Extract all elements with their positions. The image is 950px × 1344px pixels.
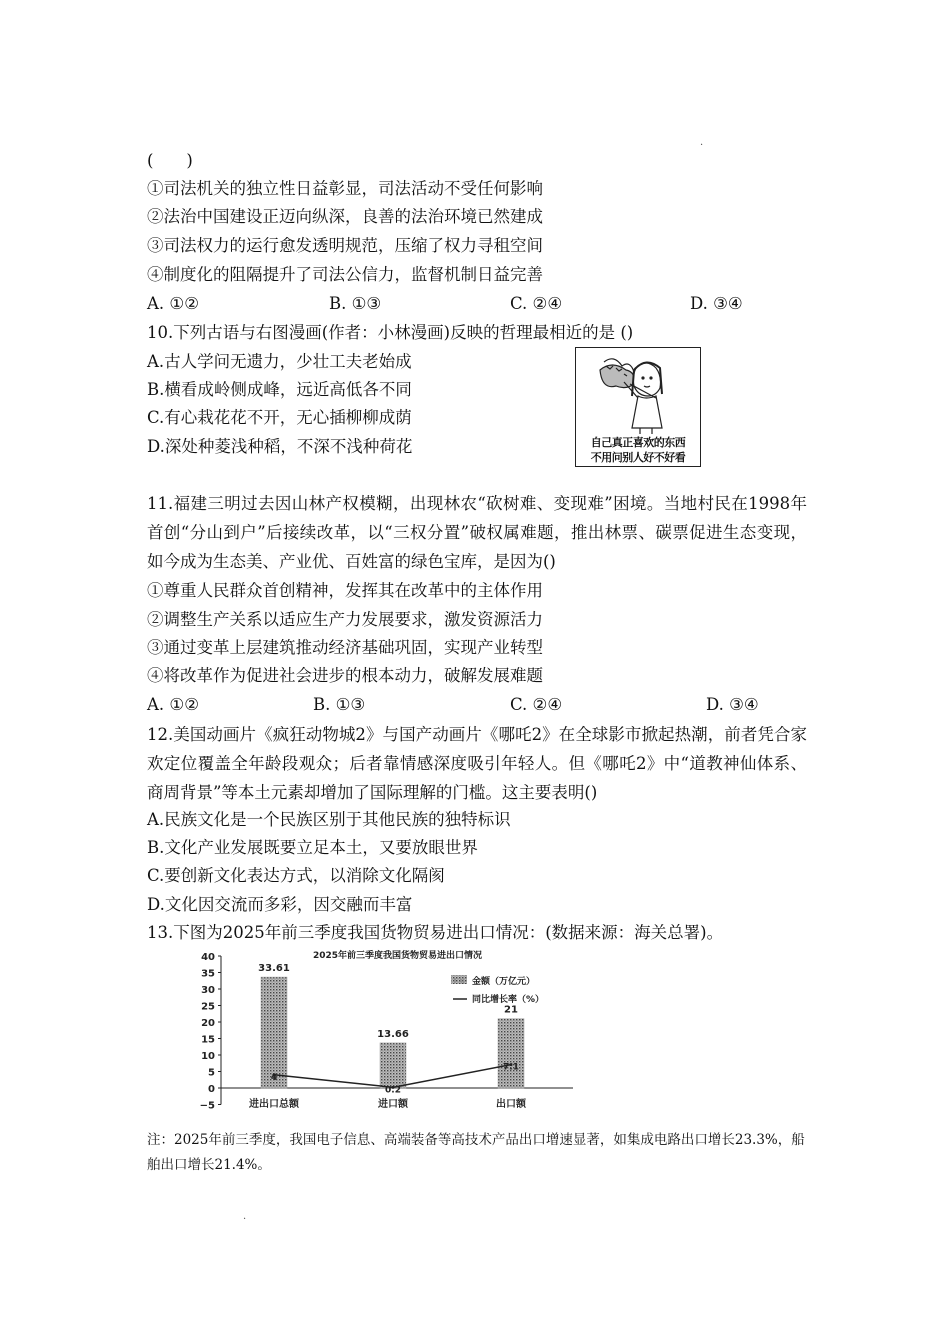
q12-option-a: A.民族文化是一个民族区别于其他民族的独特标识 xyxy=(147,810,511,829)
q9-statement-1: ①司法机关的独立性日益彰显，司法活动不受任何影响 xyxy=(147,179,543,198)
x-tick-labels xyxy=(248,1097,527,1110)
q11-statement-2: ②调整生产关系以适应生产力发展要求，激发资源活力 xyxy=(147,610,543,629)
bar-value-label: 13.66 xyxy=(377,1028,409,1040)
x-tick-label: 进出口总额 xyxy=(249,1099,299,1110)
q9-statement-4: ④制度化的阻隔提升了司法公信力，监督机制日益完善 xyxy=(147,265,543,284)
bar-value-label: 21 xyxy=(504,1004,518,1016)
bar-2 xyxy=(380,1043,406,1088)
y-tick-label: 30 xyxy=(201,985,215,996)
q11-option-d: D. ③④ xyxy=(706,695,759,714)
cartoon-girl-with-flowers-illustration xyxy=(576,348,699,434)
cartoon-image xyxy=(575,347,701,467)
q9-answer-paren: ( ) xyxy=(147,151,193,170)
x-tick-label: 出口额 xyxy=(496,1099,526,1110)
q11-option-a: A. ①② xyxy=(147,695,199,714)
q9-option-d: D. ③④ xyxy=(690,294,743,313)
q9-statement-2: ②法治中国建设正迈向纵深，良善的法治环境已然建成 xyxy=(147,207,543,226)
bar-1 xyxy=(261,977,287,1088)
q12-option-b: B.文化产业发展既要立足本土，又要放眼世界 xyxy=(147,838,478,857)
q9-option-a: A. ①② xyxy=(147,294,199,313)
growth-value-label: 0.2 xyxy=(385,1085,401,1096)
legend-swatch-text: 扩展 xyxy=(453,978,466,985)
q11-statement-3: ③通过变革上层建筑推动经济基础巩固，实现产业转型 xyxy=(147,638,543,657)
x-tick-label: 进口额 xyxy=(378,1099,408,1110)
q11-option-c: C. ②④ xyxy=(510,695,563,714)
y-tick-label: 25 xyxy=(201,1001,215,1013)
q9-option-b: B. ①③ xyxy=(329,294,382,313)
y-axis xyxy=(200,952,221,1112)
legend-line-label: 同比增长率（%） xyxy=(472,995,545,1005)
chart-title: 2025年前三季度我国货物贸易进出口情况 xyxy=(313,951,483,961)
scan-dot: · xyxy=(243,1214,247,1225)
q12-option-c: C.要创新文化表达方式，以消除文化隔阂 xyxy=(147,866,445,885)
q11-option-b: B. ①③ xyxy=(313,695,366,714)
chart-legend xyxy=(451,975,544,1005)
y-tick-label: −5 xyxy=(199,1100,215,1112)
q12-option-d: D.文化因交流而多彩，因交融而丰富 xyxy=(147,895,413,914)
q10-option-c: C.有心栽花花不开，无心插柳柳成荫 xyxy=(147,408,412,427)
bar-3 xyxy=(498,1019,524,1088)
q10-option-b: B.横看成岭侧成峰，远近高低各不同 xyxy=(147,380,412,399)
growth-value-label: 4 xyxy=(270,1072,278,1083)
q11-statement-1: ①尊重人民群众首创精神，发挥其在改革中的主体作用 xyxy=(147,581,543,600)
q9-option-c: C. ②④ xyxy=(510,294,563,313)
growth-value-label: 7.1 xyxy=(503,1062,519,1073)
q12-stem: 12.美国动画片《疯狂动物城2》与国产动画片《哪吒2》在全球影市掀起热潮，前者凭合家欢定位覆盖全年龄段观众；后者靠情感深度吸引年轻人。但《哪吒2》中“道教神仙体系、商周背景”等本土元素却增加了国际理解的门槛。这主要表明() xyxy=(147,725,807,802)
cartoon-caption-line-1: 自己真正喜欢的东西 xyxy=(590,436,686,449)
q13-stem: 13.下图为2025年前三季度我国货物贸易进出口情况：(数据来源：海关总署)。 xyxy=(147,923,724,942)
y-tick-label: 0 xyxy=(208,1084,215,1095)
trade-bar-line-chart xyxy=(183,947,583,1117)
q10-option-a: A.古人学问无遗力，少壮工夫老始成 xyxy=(147,352,412,371)
q11-statement-4: ④将改革作为促进社会进步的根本动力，破解发展难题 xyxy=(147,666,543,685)
q10-stem: 10.下列古语与右图漫画(作者：小林漫画)反映的哲理最相近的是 () xyxy=(147,323,634,342)
q10-option-d: D.深处种菱浅种稻，不深不浅种荷花 xyxy=(147,437,413,456)
legend-bar-label: 金额（万亿元） xyxy=(472,977,536,987)
q9-statement-3: ③司法权力的运行愈发透明规范，压缩了权力寻租空间 xyxy=(147,236,543,255)
y-tick-label: 5 xyxy=(208,1067,215,1079)
y-tick-label: 20 xyxy=(201,1018,215,1029)
bar-value-label: 33.61 xyxy=(258,963,290,975)
q11-stem: 11.福建三明过去因山林产权模糊，出现林农“砍树难、变现难”困境。当地村民在1998年首创“分山到户”后接续改革，以“三权分置”破权属难题，推出林票、碳票促进生态变现，如今成为生态美、产业优、百姓富的绿色宝库，是因为() xyxy=(147,494,807,571)
scan-dot: · xyxy=(700,140,704,151)
y-tick-label: 10 xyxy=(201,1051,215,1062)
cartoon-caption-line-2: 不用问别人好不好看 xyxy=(590,451,686,464)
y-tick-label: 15 xyxy=(201,1034,215,1046)
y-tick-label: 35 xyxy=(201,968,215,980)
y-tick-label: 40 xyxy=(201,952,215,963)
q13-note: 注：2025年前三季度，我国电子信息、高端装备等高技术产品出口增速显著，如集成电路出口增长23.3%，船舶出口增长21.4%。 xyxy=(147,1132,805,1173)
